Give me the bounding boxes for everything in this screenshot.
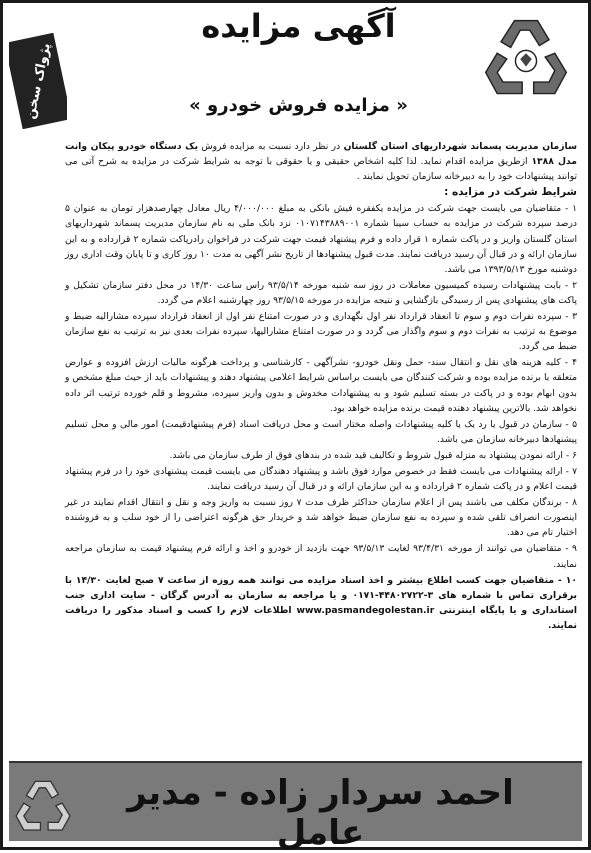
condition-item: ۲ - بابت پیشنهادات رسیده کمیسیون معاملات در روز سه شنبه مورخه ۹۳/۵/۱۴ راس ساعت ۱۴/۳۰ در محل دفتر سازمان تشکیل و پاکت های پیشنهادی پس از رسیدگی بازگشایی و نتیجه مزایده در مورخه ۹۳/۵/۱۵ روز چهارشنبه اعلام می گردد. <box>65 279 578 306</box>
notice-body <box>65 139 577 634</box>
vehicle-description: یک دستگاه خودرو پیکان وانت مدل ۱۳۸۸ <box>65 141 577 168</box>
condition-item: ۱۰ - متقاضیان جهت کسب اطلاع بیشتر و اخذ اسناد مزایده می توانند همه روزه از ساعت ۷ صبح لغایت ۱۴/۳۰ با برقراری تماس با شماره های ۳-۴۴۸۰۲۷۲۲-۰۱۷۱ و یا مراجعه به سازمان به آدرس گرگان - سایت اداری جنب استانداری و یا پایگاه اینترنتی www.pasmandegolestan.ir اطلاعات لازم را کسب و اسناد مذکور را دریافت نمایند. <box>65 574 578 631</box>
condition-item: ۱ - متقاضیان می بایست جهت شرکت در مزایده یکفقره فیش بانکی به مبلغ ۴/۰۰۰/۰۰۰ ریال معادل چهارصدهزار تومان به عنوان ۵ درصد سپرده شرکت در مزایده به حساب سیبا شماره ۰۱۰۷۱۴۳۸۸۹۰۰۱ نزد بانک ملی به نام سازمان مدیریت پسماند شهرداریهای استان گلستان واریز و در پاکت شماره ۱ قرار داده و فرم پیشنهاد قیمت جهت شرکت در فراخوان رادرپاکت شماره ۲ قرارداده و به این سازمان ارائه و در قبال آن رسید دریافت نمایند. مدت قبول پیشنهادها از تاریخ نشر آگهی به مدت ۱۰ روز کاری و تا پایان وقت اداری روز دوشنبه مورخ ۱۳۹۳/۵/۱۳ می باشد. <box>65 203 578 275</box>
conditions-heading: شرایط شرکت در مزایده : <box>444 186 577 199</box>
condition-item: ۴ - کلیه هزینه های نقل و انتقال سند- حمل ونقل خودرو- نشرآگهی - کارشناسی و پرداخت هرگونه مالیات ارزش افزوده و عوارض متعلقه با برنده مزایده بوده و شرکت کنندگان می بایست براساس شرایط اعلامی پیشنهاد دهند و پیشنهادات باید از حیث مبلغ مشخص و بدون ابهام بوده و در پاکت در بسته تسلیم شود و به پیشنهادات مخدوش و بدون واریز سپرده، مشروط و قلم خورده ترتیب اثر داده نخواهد شد. بالاترین پیشنهاد دهنده قیمت برنده مزایده خواهد بود. <box>65 357 577 414</box>
intro-tail: ازطریق مزایده اقدام نماید. لذا کلیه اشخاص حقیقی و یا حقوقی با توجه به شرایط شرکت در مزایده به شرح آتی می توانند پیشنهادات خود را به دبیرخانه سازمان تحویل نمایند . <box>65 156 577 183</box>
intro-paragraph <box>65 139 577 184</box>
condition-item: ۸ - برندگان مکلف می باشند پس از اعلام سازمان حداکثر ظرف مدت ۷ روز نسبت به واریز وجه و نقل و انتقال اقدام نمایند در غیر اینصورت انصراف تلقی شده و سپرده به نفع سازمان ضبط خواهد شد و خریدار حق هرگونه اعتراضی را از خود سلب و به فروشنده اختیار تام می دهد. <box>65 497 577 539</box>
condition-item: ۷ - ارائه پیشنهادات می بایست فقط در خصوص موارد فوق باشد و پیشنهاد دهندگان می بایست قیمت پیشنهادی خود را در فرم پیشنهاد قیمت اعلام و در پاکت شماره ۲ قرارداده و به این سازمان ارائه و در قبال آن رسید دریافت نمایند. <box>65 465 577 493</box>
condition-item: ۶ - ارائه نمودن پیشنهاد به منزله قبول شروط و تکالیف قید شده در بندهای فوق از طرف سازمان می باشد. <box>169 449 577 461</box>
notice-subtitle: « مزایده فروش خودرو » <box>189 95 408 116</box>
condition-item: ۳ - سپرده نفرات دوم و سوم تا انعقاد قرارداد نفر اول نگهداری و در صورت امتناع نفر اول از انعقاد قرارداد سپرده مشارالیه ضبط و موضوع به ترتیب به نفرات دوم و سوم واگذار می گردد و در صورت امتناع مشارالیها، سپرده نفرات بعدی نیز به ترتیب به نفع سازمان ضبط می گردد. <box>65 311 577 353</box>
condition-item: ۵ - سازمان در قبول یا رد یک یا کلیه پیشنهادات واصله مختار است و محل دریافت اسناد (فرم پیشنهادقیمت) امور مالی و محل تسلیم پیشنهادها دبیرخانه سازمان می باشد. <box>65 418 577 445</box>
intro-text: در نظر دارد نسبت به مزایده فروش <box>198 141 344 152</box>
condition-item: ۹ - متقاضیان می توانند از مورخه ۹۳/۴/۳۱ لغایت ۹۳/۵/۱۳ جهت بازدید از خودرو و اخذ و ارائه فرم پیشنهاد قیمت به سازمان مراجعه نمایند. <box>65 543 577 570</box>
signatory-name: احمد سردار زاده - مدیر عامل <box>127 773 514 853</box>
notice-title: آگهی مزایده <box>201 7 396 45</box>
organization-name: سازمان مدیریت پسماند شهرداریهای استان گلستان <box>343 141 578 152</box>
recycle-logo-small-icon <box>11 775 75 839</box>
signature-banner <box>9 761 582 853</box>
stamp-text: پژواک سخن <box>23 41 54 121</box>
